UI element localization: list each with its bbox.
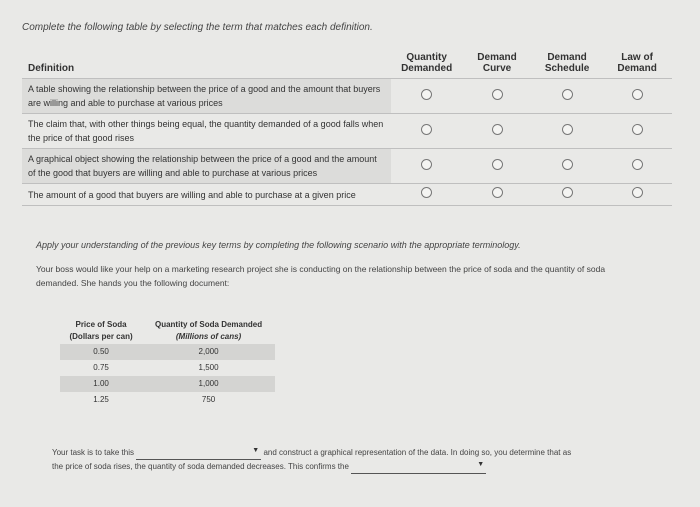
table-row [60,392,275,408]
radio-law-of-demand[interactable] [632,187,643,198]
radio-demand-curve[interactable] [492,89,503,100]
radio-law-of-demand[interactable] [632,124,643,135]
header-definition: Definition [28,63,75,74]
radio-demand-curve[interactable] [492,124,503,135]
radio-demand-schedule[interactable] [562,187,573,198]
price-cell: 1.25 [93,395,109,404]
radio-quantity-demanded[interactable] [421,159,432,170]
header-demand-schedule: Demand Schedule [544,52,590,74]
table-row [22,184,672,206]
radio-quantity-demanded[interactable] [421,187,432,198]
quantity-cell: 2,000 [142,344,275,360]
radio-demand-curve[interactable] [492,187,503,198]
definition-text: The claim that, with other things being equal, the quantity demanded of a good falls when the price of that good rises [22,114,391,149]
quantity-cell: 1,000 [142,376,275,392]
header-law-of-demand: Law of Demand [617,52,657,74]
table-row [60,376,275,392]
header-price-label: Price of Soda [75,320,127,329]
matching-table-container [22,48,672,206]
radio-quantity-demanded[interactable] [421,124,432,135]
definition-text: The amount of a good that buyers are willing and able to purchase at a given price [22,184,391,206]
radio-demand-schedule[interactable] [562,124,573,135]
header-quantity [142,318,275,344]
price-cell: 1.00 [60,376,142,392]
radio-demand-schedule[interactable] [562,159,573,170]
task-text-part2: and construct a graphical representation of the data. In doing so, you determine that as [263,448,572,457]
table-row [22,79,672,114]
header-price-unit: (Dollars per can) [69,332,133,341]
radio-demand-schedule[interactable] [562,89,573,100]
header-quantity-label: Quantity of Soda Demanded [154,320,263,329]
chevron-down-icon: ▼ [477,461,485,468]
soda-table [60,318,275,408]
radio-law-of-demand[interactable] [632,89,643,100]
definition-text: A graphical object showing the relationship between the price of a good and the amount of the good that buyers are willing and able to purchase at various prices [22,149,391,184]
scenario-text: Your boss would like your help on a marketing research project she is conducting on the relationship between the price of soda and the quantity of soda demanded. She hands you the following document: [36,264,606,288]
instruction-text: Complete the following table by selecting the term that matches each definition. [22,22,373,33]
radio-quantity-demanded[interactable] [421,89,432,100]
price-cell: 0.50 [60,344,142,360]
soda-table-container [60,318,275,408]
header-quantity-unit: (Millions of cans) [175,332,242,341]
table-row [60,360,275,376]
quantity-cell: 1,500 [198,363,219,372]
matching-table [22,48,672,206]
radio-demand-curve[interactable] [492,159,503,170]
radio-law-of-demand[interactable] [632,159,643,170]
definition-text: A table showing the relationship between the price of a good and the amount that buyers are willing and able to purchase at various prices [22,79,391,114]
table-row [60,344,275,360]
task-text-part1: Your task is to take this [52,448,134,457]
header-price [60,318,142,344]
task-dropdown-2[interactable] [351,463,486,474]
table-row [22,149,672,184]
header-quantity-demanded: Quantity Demanded [401,52,453,74]
quantity-cell: 750 [201,395,216,404]
apply-instruction: Apply your understanding of the previous key terms by completing the following scenario with the appropriate terminology. [36,240,521,250]
header-demand-curve: Demand Curve [477,52,517,74]
table-row [22,114,672,149]
price-cell: 0.75 [93,363,109,372]
task-dropdown-1[interactable] [136,449,261,460]
chevron-down-icon: ▼ [252,447,260,454]
task-text-part3: the price of soda rises, the quantity of soda demanded decreases. This confirms the [52,462,349,471]
task-paragraph [52,446,672,474]
